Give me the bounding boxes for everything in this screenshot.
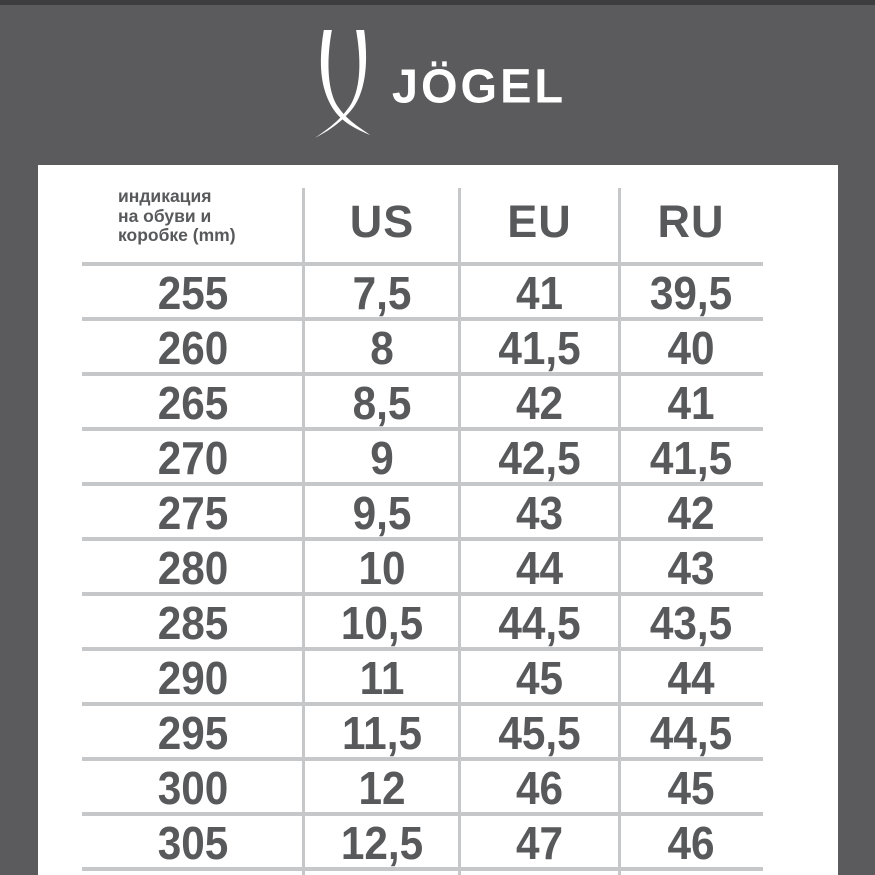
cell-mm: 275	[157, 487, 229, 539]
cell-ru: 39,5	[649, 267, 733, 319]
header-mm-line: коробке (mm)	[118, 225, 236, 246]
cell-ru: 43	[667, 542, 715, 594]
table-row	[82, 702, 763, 757]
cell-us: 10,5	[340, 597, 424, 649]
cell-eu: 43	[515, 487, 564, 539]
table-row	[82, 757, 763, 812]
cell-eu: 42,5	[498, 432, 581, 484]
cell-ru: 42	[667, 487, 715, 539]
header-cell-mm	[82, 165, 304, 262]
size-chart-panel	[38, 165, 838, 875]
cell-eu: 41	[515, 267, 564, 319]
cell-eu: 44,5	[498, 597, 581, 649]
cell-us: 10	[358, 542, 406, 594]
header-cell-us: US	[349, 195, 415, 247]
cell-ru: 43,5	[649, 597, 733, 649]
cell-eu: 42	[515, 377, 564, 429]
cell-us: 11,5	[341, 707, 423, 759]
cell-mm: 305	[157, 817, 229, 869]
cell-ru: 41	[667, 377, 715, 429]
jogel-logo-text: JÖGEL	[391, 58, 567, 113]
top-border	[0, 0, 875, 5]
cell-us: 12,5	[340, 817, 424, 869]
cell-eu: 44	[515, 542, 564, 594]
header-cell-ru: RU	[657, 195, 725, 247]
table-row	[82, 592, 763, 647]
table-body	[82, 262, 763, 867]
cell-eu: 46	[515, 762, 564, 814]
column-divider	[458, 188, 461, 875]
cell-eu: 45,5	[498, 707, 581, 759]
cell-eu: 47	[515, 817, 564, 869]
cell-eu: 45	[515, 652, 564, 704]
cell-eu: 41,5	[498, 322, 581, 374]
column-divider	[618, 188, 621, 875]
header-cell-eu: EU	[507, 195, 572, 247]
cell-us: 9	[370, 432, 394, 484]
table-row	[82, 372, 763, 427]
jogel-logo-mark	[309, 28, 379, 141]
cell-ru: 44,5	[649, 707, 733, 759]
size-table	[82, 165, 763, 875]
cell-mm: 280	[157, 542, 229, 594]
cell-us: 9,5	[352, 487, 412, 539]
cell-mm: 265	[157, 377, 229, 429]
cell-us: 11	[359, 652, 405, 704]
cell-ru: 46	[667, 817, 715, 869]
table-row	[82, 317, 763, 372]
cell-mm: 290	[157, 652, 229, 704]
table-row	[82, 427, 763, 482]
header-mm-line: индикация	[118, 186, 212, 207]
cell-mm: 295	[157, 707, 229, 759]
cell-us: 8,5	[352, 377, 412, 429]
cell-mm: 255	[157, 267, 229, 319]
cell-ru: 40	[667, 322, 715, 374]
column-divider	[302, 188, 305, 875]
brand-header	[0, 28, 875, 141]
cell-ru: 44	[667, 652, 715, 704]
cell-us: 12	[358, 762, 406, 814]
cell-us: 8	[370, 322, 394, 374]
table-row	[82, 262, 763, 317]
table-row	[82, 647, 763, 702]
cell-mm: 260	[157, 322, 229, 374]
table-row	[82, 482, 763, 537]
cell-mm: 285	[157, 597, 229, 649]
cell-mm: 300	[157, 762, 229, 814]
header-mm-line: на обуви и	[118, 205, 212, 226]
cell-us: 7,5	[352, 267, 412, 319]
table-row	[82, 812, 763, 867]
cell-ru: 45	[667, 762, 715, 814]
table-row	[82, 537, 763, 592]
cell-mm: 270	[157, 432, 229, 484]
cell-ru: 41,5	[649, 432, 733, 484]
table-header-row	[82, 165, 763, 262]
